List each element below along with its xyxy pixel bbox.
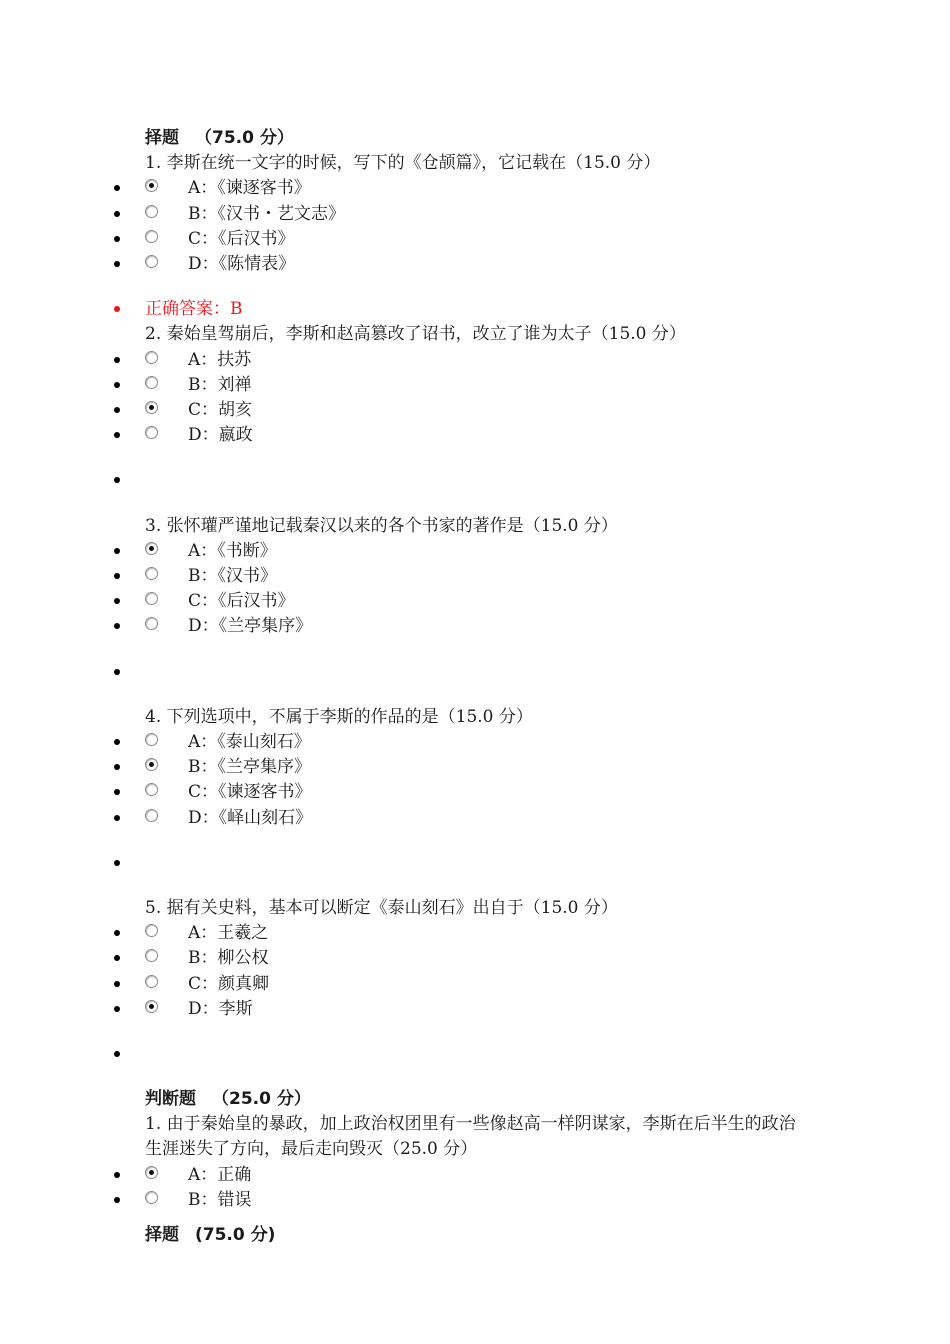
question-text	[0, 896, 950, 921]
option-label: B：《汉书》	[188, 566, 277, 586]
radio-button[interactable]	[145, 783, 158, 796]
list-bullet	[114, 477, 120, 483]
option-label: A：正确	[188, 1164, 252, 1185]
option-row	[0, 972, 950, 997]
option-label: C：《后汉书》	[188, 228, 295, 249]
option-label: B：《汉书・艺文志》	[188, 203, 345, 224]
list-bullet	[114, 236, 120, 242]
question-text	[0, 705, 950, 730]
answer-bullet	[114, 306, 120, 312]
list-bullet	[114, 669, 120, 675]
radio-button[interactable]	[145, 401, 158, 414]
section-score: （25.0 分）	[212, 1089, 311, 1110]
question-text-content: 5. 据有关史料，基本可以断定《泰山刻石》出自于（15.0 分）	[145, 898, 618, 918]
answer-row	[0, 851, 950, 876]
footer-section-heading-text	[145, 1223, 275, 1248]
radio-button[interactable]	[145, 179, 158, 192]
answer-row	[0, 660, 950, 685]
radio-button[interactable]	[145, 924, 158, 937]
option-label: C：胡亥	[188, 400, 253, 420]
list-bullet	[114, 1051, 120, 1057]
option-label: D：《兰亭集序》	[188, 616, 313, 637]
option-row	[0, 176, 950, 201]
list-bullet	[114, 1006, 120, 1012]
option-row	[0, 730, 950, 755]
question-text-content: 1. 由于秦始皇的暴政，加上政治权团里有一些像赵高一样阴谋家，李斯在后半生的政治生涯迷失了方向，最后走向毁灭（25.0 分）	[145, 1114, 796, 1160]
option-label: B：《兰亭集序》	[188, 757, 311, 778]
option-row	[0, 252, 950, 277]
section-heading	[0, 126, 950, 151]
list-bullet	[114, 930, 120, 936]
question-text	[0, 1112, 950, 1160]
option-row	[0, 202, 950, 227]
radio-button[interactable]	[145, 617, 158, 630]
section-heading-text	[145, 126, 294, 151]
option-row	[0, 1163, 950, 1188]
section-score: (75.0 分)	[195, 1225, 276, 1246]
answer-row	[0, 297, 950, 322]
question-text	[0, 151, 950, 176]
option-row	[0, 564, 950, 589]
question-text	[0, 322, 950, 347]
footer-section-heading	[0, 1223, 950, 1248]
question-text	[0, 514, 950, 539]
list-bullet	[114, 185, 120, 191]
list-bullet	[114, 955, 120, 961]
radio-button[interactable]	[145, 542, 158, 555]
option-row	[0, 373, 950, 398]
list-bullet	[114, 860, 120, 866]
radio-button[interactable]	[145, 426, 158, 439]
section-heading	[0, 1087, 950, 1112]
option-row	[0, 780, 950, 805]
answer-row	[0, 468, 950, 493]
option-label: B：柳公权	[188, 948, 269, 969]
section-score: （75.0 分）	[195, 128, 294, 148]
question-text-content: 2. 秦始皇驾崩后，李斯和赵高篡改了诏书，改立了谁为太子（15.0 分）	[145, 324, 686, 345]
question-text-content: 1. 李斯在统一文字的时候，写下的《仓颉篇》，它记载在（15.0 分）	[145, 153, 661, 174]
list-bullet	[114, 382, 120, 388]
list-bullet	[114, 432, 120, 438]
section-label: 择题	[145, 1225, 179, 1246]
section-label: 择题	[145, 128, 179, 148]
answer-row	[0, 1042, 950, 1067]
radio-button[interactable]	[145, 949, 158, 962]
radio-button[interactable]	[145, 758, 158, 771]
radio-button[interactable]	[145, 1191, 158, 1204]
list-bullet	[114, 764, 120, 770]
option-row	[0, 423, 950, 448]
option-label: D：《陈情表》	[188, 254, 296, 274]
list-bullet	[114, 789, 120, 795]
list-bullet	[114, 1197, 120, 1203]
option-row	[0, 589, 950, 614]
option-label: D：嬴政	[188, 425, 253, 446]
option-label: A：《书断》	[188, 540, 277, 561]
list-bullet	[114, 623, 120, 629]
list-bullet	[114, 211, 120, 217]
list-bullet	[114, 598, 120, 604]
option-label: B：错误	[188, 1190, 252, 1210]
option-label: A：《泰山刻石》	[188, 732, 311, 752]
option-row	[0, 946, 950, 971]
list-bullet	[114, 1172, 120, 1178]
list-bullet	[114, 357, 120, 363]
option-label: D：《峄山刻石》	[188, 807, 313, 828]
question-text-content: 4. 下列选项中，不属于李斯的作品的是（15.0 分）	[145, 706, 533, 727]
option-label: A：扶苏	[188, 349, 252, 370]
question-text-content: 3. 张怀瓘严谨地记载秦汉以来的各个书家的著作是（15.0 分）	[145, 515, 618, 536]
list-bullet	[114, 815, 120, 821]
option-row	[0, 398, 950, 423]
option-row	[0, 348, 950, 373]
option-label: A：王羲之	[188, 923, 269, 944]
radio-button[interactable]	[145, 376, 158, 389]
radio-button[interactable]	[145, 809, 158, 822]
radio-button[interactable]	[145, 975, 158, 988]
list-bullet	[114, 407, 120, 413]
section-label: 判断题	[145, 1089, 196, 1110]
option-row	[0, 227, 950, 252]
list-bullet	[114, 573, 120, 579]
option-row	[0, 614, 950, 639]
option-row	[0, 806, 950, 831]
radio-button[interactable]	[145, 592, 158, 605]
option-label: C：《后汉书》	[188, 591, 295, 612]
list-bullet	[114, 739, 120, 745]
radio-button[interactable]	[145, 733, 158, 746]
radio-button[interactable]	[145, 255, 158, 268]
list-bullet	[114, 981, 120, 987]
radio-button[interactable]	[145, 205, 158, 218]
radio-button[interactable]	[145, 1166, 158, 1179]
option-label: A：《谏逐客书》	[188, 178, 311, 199]
radio-button[interactable]	[145, 1000, 158, 1013]
option-label: B：刘禅	[188, 374, 252, 395]
list-bullet	[114, 261, 120, 267]
radio-button[interactable]	[145, 230, 158, 243]
option-label: D：李斯	[188, 998, 253, 1019]
option-row	[0, 755, 950, 780]
option-label: C：颜真卿	[188, 973, 270, 994]
correct-answer: 正确答案：B	[145, 299, 243, 320]
option-row	[0, 1188, 950, 1213]
option-row	[0, 997, 950, 1022]
option-row	[0, 921, 950, 946]
option-row	[0, 539, 950, 564]
radio-button[interactable]	[145, 567, 158, 580]
list-bullet	[114, 548, 120, 554]
option-label: C：《谏逐客书》	[188, 782, 312, 803]
radio-button[interactable]	[145, 351, 158, 364]
section-heading-text	[145, 1087, 311, 1112]
